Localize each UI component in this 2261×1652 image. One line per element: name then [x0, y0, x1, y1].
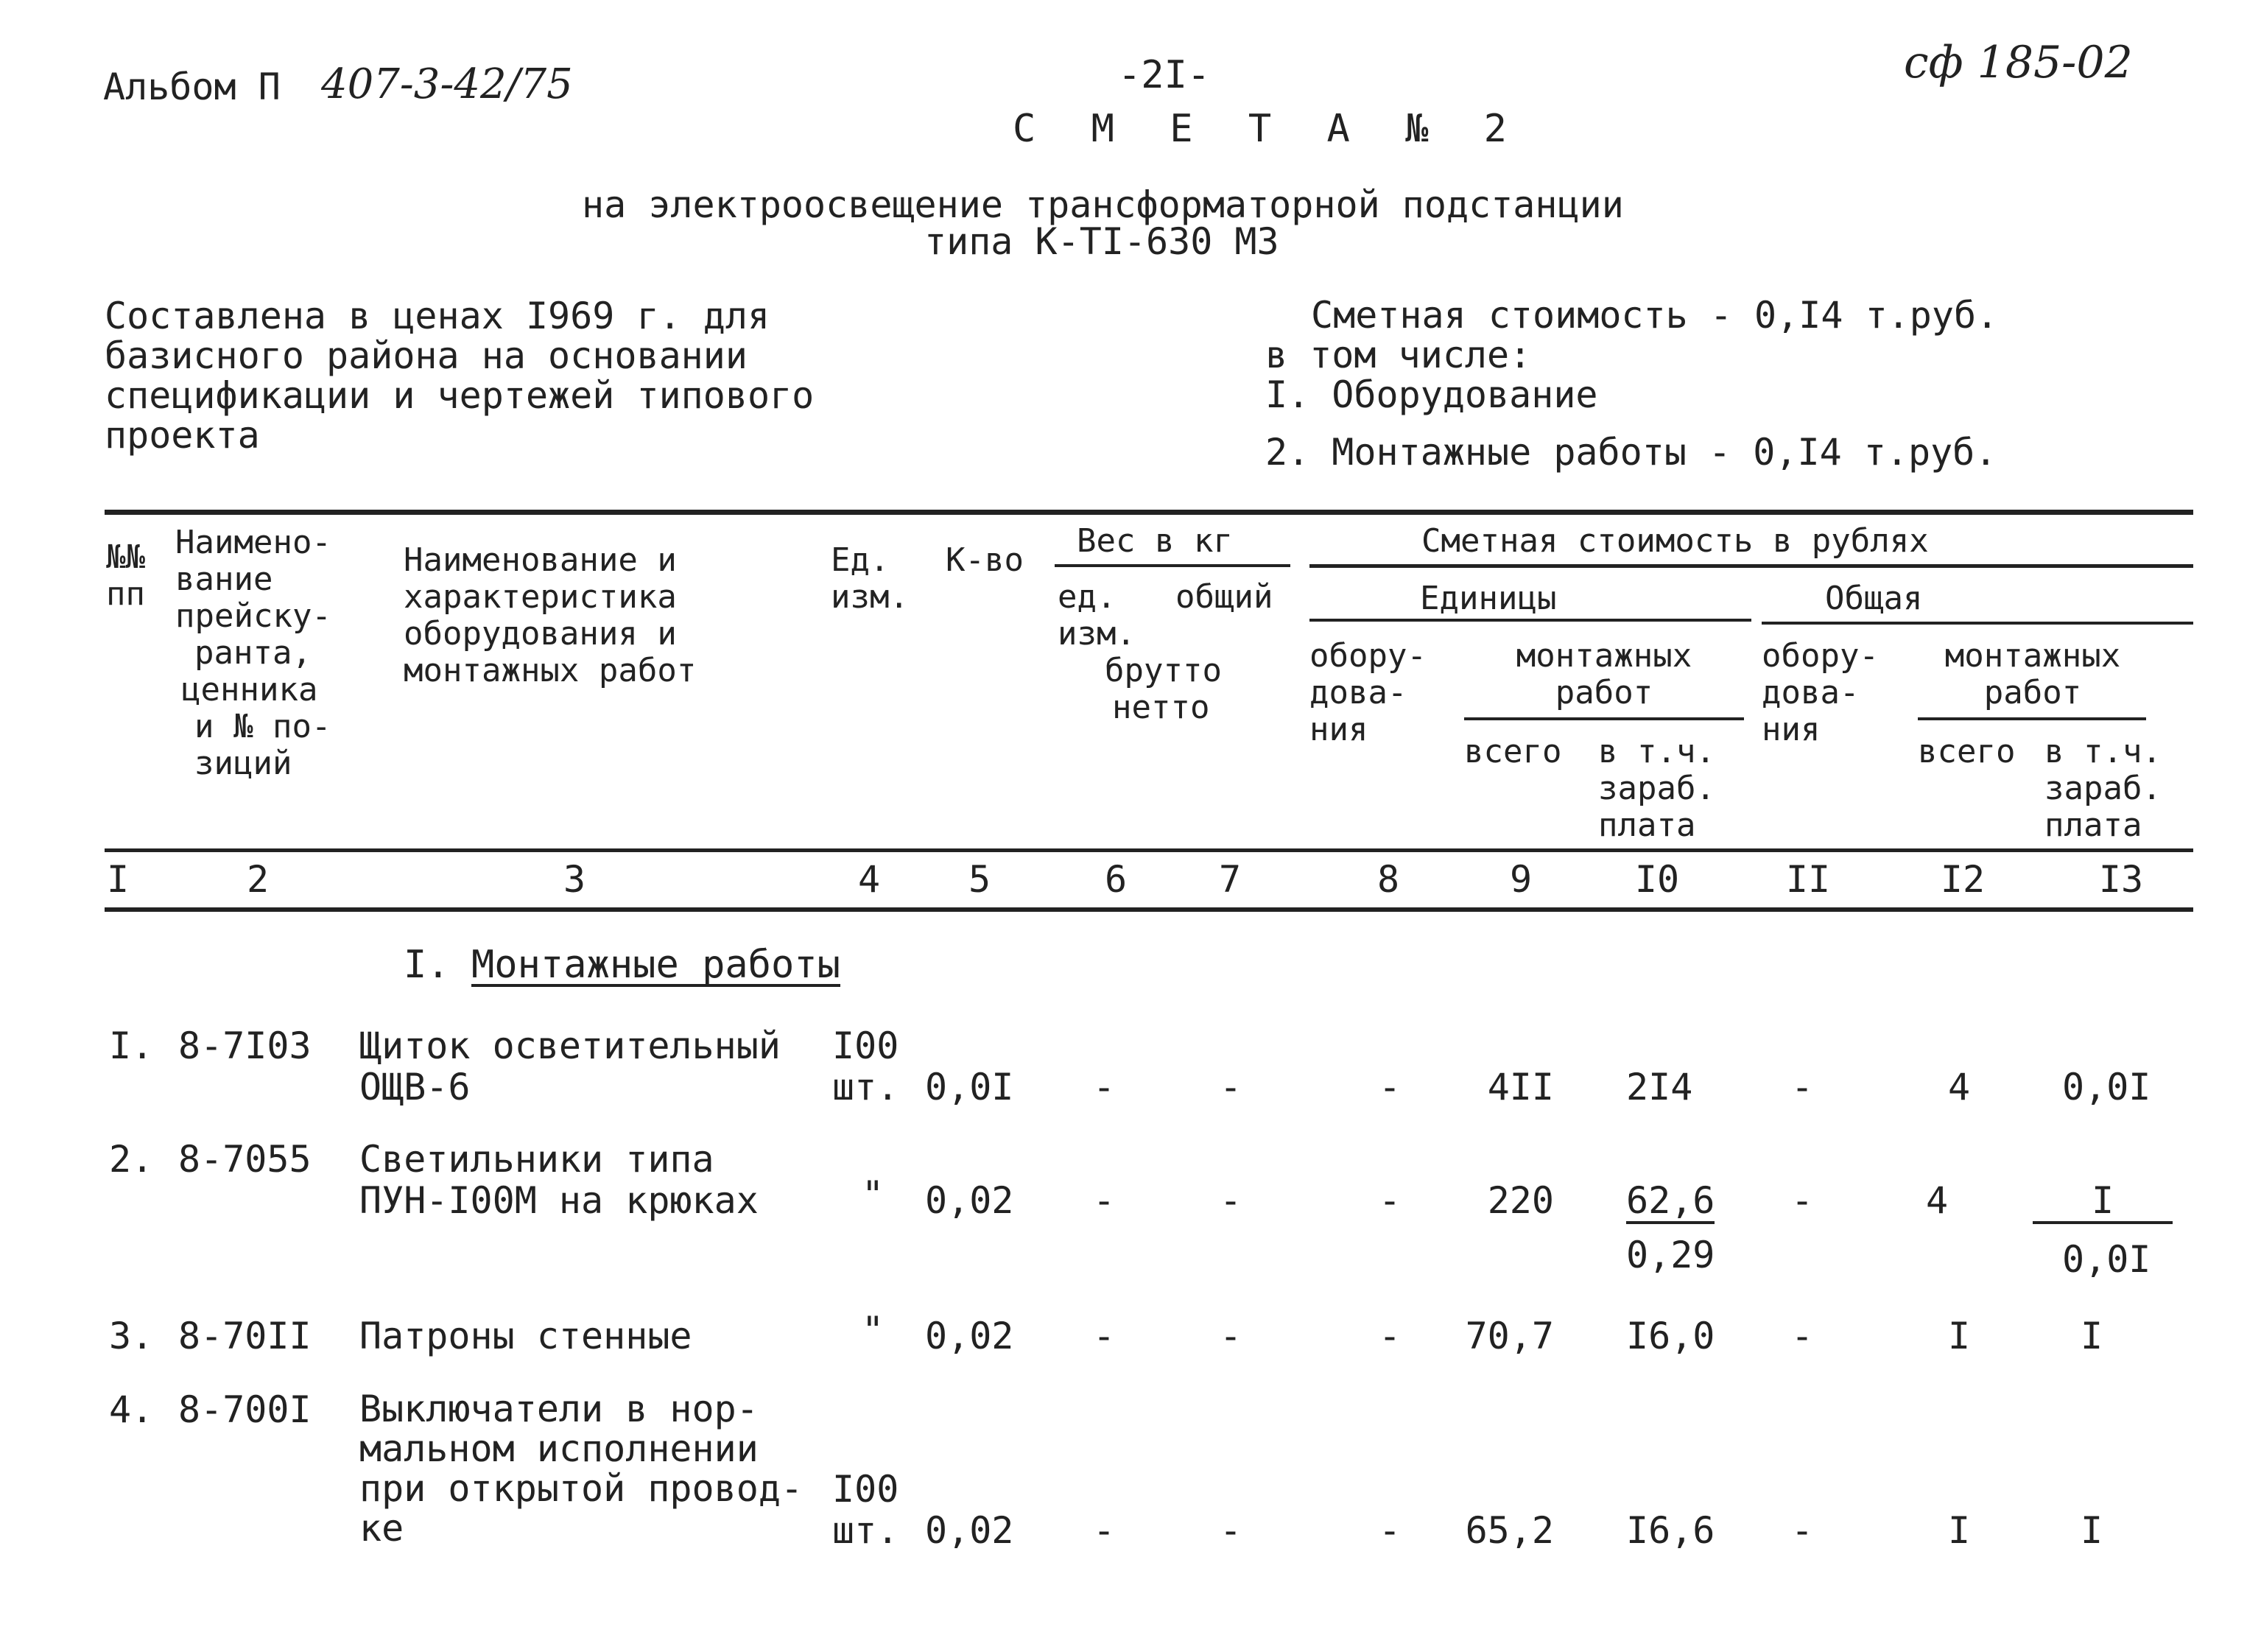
- row-unit: [832, 1025, 899, 1108]
- hdr-weight-group: Вес в кг: [1077, 522, 1233, 560]
- row-code: 8-7055: [178, 1138, 312, 1181]
- row-c11: -: [1791, 1509, 1814, 1552]
- row-name-line: при открытой провод-: [359, 1467, 804, 1510]
- hdr-price-ref: [175, 524, 331, 782]
- hdr-text: дова-: [1309, 674, 1407, 711]
- hdr-text: монтажных: [1944, 637, 2121, 675]
- hdr-total-wage: [2044, 734, 2162, 844]
- row-name-line: ОЩВ-6: [359, 1066, 471, 1108]
- hdr-text: характеристика: [404, 578, 677, 616]
- hdr-quantity: К-во: [946, 541, 1024, 579]
- col-number: 5: [968, 858, 991, 901]
- row-c6: -: [1093, 1315, 1116, 1357]
- hdr-text: плата: [1598, 806, 1696, 844]
- row-c13: 0,0I: [2062, 1066, 2151, 1108]
- row-c9: 65,2: [1465, 1509, 1554, 1552]
- row-unit-line: шт.: [832, 1509, 899, 1552]
- row-name: [359, 1139, 759, 1221]
- hdr-unit-all: всего: [1464, 733, 1562, 770]
- row-c6: -: [1093, 1179, 1116, 1222]
- hdr-text: прейску-: [175, 597, 331, 635]
- hdr-text: и № по-: [194, 708, 331, 745]
- row-name-line: ке: [359, 1507, 404, 1550]
- row-c10: 62,6: [1626, 1180, 1715, 1224]
- row-c13: I: [2033, 1180, 2173, 1224]
- hdr-text: Наимено-: [175, 524, 331, 561]
- hdr-total-equipment: [1762, 638, 1879, 748]
- hdr-col-number: [106, 539, 145, 613]
- estimate-total: Сметная стоимость - 0,I4 т.руб.: [1311, 294, 1999, 337]
- page-number: -2I-: [1118, 53, 1211, 97]
- total-group-rule: [1762, 622, 2193, 625]
- hdr-text: пп: [106, 575, 145, 613]
- cost-group-rule: [1309, 564, 2193, 568]
- row-name-line: Светильники типа: [359, 1138, 714, 1181]
- col-number: I3: [2098, 858, 2144, 901]
- row-c7: -: [1220, 1066, 1242, 1108]
- row-c9: 4II: [1487, 1066, 1554, 1108]
- col-number: I: [106, 858, 130, 901]
- hdr-text: монтажных работ: [404, 652, 697, 689]
- row-unit-line: I00: [832, 1024, 899, 1067]
- sheet-code: сф 185-02: [1904, 37, 2133, 88]
- col-number: 7: [1218, 858, 1242, 901]
- row-c12: 4: [1925, 1179, 1949, 1222]
- hdr-text: работ: [1983, 674, 2082, 711]
- col-number: 8: [1376, 858, 1400, 901]
- hdr-text: ед.: [1058, 578, 1117, 616]
- row-number: I.: [109, 1024, 154, 1067]
- estimate-equipment: I. Оборудование: [1265, 373, 1598, 416]
- hdr-total-mounting: [1922, 638, 2143, 711]
- total-mount-rule: [1918, 717, 2146, 720]
- row-qty: 0,0I: [925, 1066, 1014, 1108]
- hdr-text: нетто: [1112, 689, 1210, 726]
- hdr-text: изм.: [831, 578, 909, 616]
- row-unit: [832, 1469, 899, 1551]
- row-unit: ": [862, 1173, 885, 1216]
- hdr-text: плата: [2044, 806, 2142, 844]
- row-unit-line: шт.: [832, 1066, 899, 1108]
- hdr-unit: [831, 542, 909, 616]
- row-c13-sub: 0,0I: [2062, 1238, 2151, 1281]
- hdr-text: дова-: [1762, 674, 1860, 711]
- col-number: I0: [1634, 858, 1680, 901]
- row-c10: I6,6: [1626, 1509, 1715, 1552]
- hdr-text: зараб.: [1598, 770, 1715, 807]
- col-number: 4: [857, 858, 881, 901]
- col-number: II: [1785, 858, 1831, 901]
- hdr-text: в т.ч.: [1598, 733, 1715, 770]
- row-number: 4.: [109, 1388, 154, 1431]
- row-code: 8-7I03: [178, 1024, 312, 1067]
- row-qty: 0,02: [925, 1315, 1014, 1357]
- row-c7: -: [1220, 1509, 1242, 1552]
- album-code: 407-3-42/75: [321, 60, 573, 108]
- estimate-including: в том числе:: [1265, 334, 1532, 376]
- hdr-item-name: [404, 542, 696, 689]
- doc-subtitle-line2: типа К-ТI-630 МЗ: [924, 220, 1279, 263]
- row-unit-line: I00: [832, 1468, 899, 1511]
- row-c8: -: [1379, 1315, 1402, 1357]
- row-c13: I: [2080, 1315, 2103, 1357]
- row-code: 8-70II: [178, 1315, 312, 1357]
- hdr-total-group: Общая: [1825, 580, 1923, 617]
- row-qty: 0,02: [925, 1509, 1014, 1552]
- hdr-text: ния: [1309, 711, 1368, 748]
- hdr-total-all: всего: [1918, 733, 2016, 770]
- row-c12: 4: [1947, 1066, 1971, 1108]
- hdr-unit-group: Единицы: [1420, 580, 1557, 617]
- row-c12: I: [1947, 1509, 1971, 1552]
- row-c10-sub: 0,29: [1626, 1234, 1715, 1276]
- hdr-text: вание: [175, 560, 273, 598]
- hdr-text: брутто: [1105, 652, 1222, 689]
- hdr-text: Наименование и: [404, 541, 677, 579]
- row-number: 3.: [109, 1315, 154, 1357]
- hdr-unit-mounting: [1471, 638, 1737, 711]
- col-number: 3: [563, 858, 586, 901]
- row-c6: -: [1093, 1509, 1116, 1552]
- row-c8: -: [1379, 1509, 1402, 1552]
- row-c8: -: [1379, 1066, 1402, 1108]
- col-number: 6: [1104, 858, 1128, 901]
- hdr-text: зиций: [194, 745, 292, 782]
- col-number: 9: [1509, 858, 1533, 901]
- row-name-line: Выключатели в нор-: [359, 1388, 759, 1430]
- intro-left: [105, 296, 814, 455]
- row-qty: 0,02: [925, 1179, 1014, 1222]
- colnum-bottom-rule: [105, 907, 2193, 912]
- row-name: [359, 1389, 803, 1548]
- hdr-text: работ: [1555, 674, 1653, 711]
- row-c10: 2I4: [1626, 1066, 1693, 1108]
- hdr-weight-note: [1105, 653, 1222, 726]
- hdr-text: №№: [106, 538, 145, 576]
- col-number: 2: [246, 858, 270, 901]
- row-c6: -: [1093, 1066, 1116, 1108]
- hdr-weight-unit: [1058, 579, 1136, 653]
- row-c11: -: [1791, 1066, 1814, 1108]
- hdr-text: монтажных: [1516, 637, 1692, 675]
- hdr-text: зараб.: [2044, 770, 2162, 807]
- row-c10: I6,0: [1626, 1315, 1715, 1357]
- section-number: I.: [404, 943, 450, 987]
- row-number: 2.: [109, 1138, 154, 1181]
- album-label: Альбом П: [103, 66, 281, 108]
- section-title: Монтажные работы: [471, 943, 840, 987]
- hdr-weight-total: общий: [1175, 578, 1273, 616]
- hdr-text: обору-: [1309, 637, 1427, 675]
- row-c11: -: [1791, 1315, 1814, 1357]
- hdr-unit-equipment: [1309, 638, 1427, 748]
- row-c13: I: [2080, 1509, 2103, 1552]
- hdr-text: изм.: [1058, 615, 1136, 653]
- estimate-mounting: 2. Монтажные работы - 0,I4 т.руб.: [1265, 431, 1997, 474]
- hdr-unit-wage: [1598, 734, 1715, 844]
- intro-left-line: Составлена в ценах I969 г. для: [105, 295, 770, 337]
- row-c12: I: [1947, 1315, 1971, 1357]
- row-name: [359, 1025, 781, 1108]
- hdr-text: Ед.: [831, 541, 890, 579]
- doc-title: С М Е Т А № 2: [1013, 107, 1523, 151]
- weight-group-rule: [1055, 564, 1290, 567]
- hdr-text: ния: [1762, 711, 1821, 748]
- hdr-text: оборудования и: [404, 615, 677, 653]
- row-c9: 70,7: [1465, 1315, 1554, 1357]
- unit-group-rule: [1309, 619, 1751, 622]
- col-number: I2: [1940, 858, 1986, 901]
- hdr-text: ранта,: [194, 634, 312, 672]
- header-bottom-rule: [105, 848, 2193, 852]
- row-name: Патроны стенные: [359, 1315, 692, 1357]
- hdr-text: ценника: [181, 671, 318, 709]
- row-name-line: ПУН-I00М на крюках: [359, 1179, 759, 1222]
- row-c7: -: [1220, 1315, 1242, 1357]
- row-c11: -: [1791, 1179, 1814, 1222]
- row-unit: ": [862, 1309, 885, 1352]
- doc-subtitle-line1: на электроосвещение трансформаторной подстанции: [582, 183, 1624, 226]
- row-c9: 220: [1487, 1179, 1554, 1222]
- intro-left-line: спецификации и чертежей типового: [105, 374, 815, 417]
- intro-left-line: базисного района на основании: [105, 334, 748, 377]
- row-name-line: Щиток осветительный: [359, 1024, 781, 1067]
- row-code: 8-700I: [178, 1388, 312, 1431]
- row-name-line: мальном исполнении: [359, 1427, 759, 1470]
- hdr-cost-group: Сметная стоимость в рублях: [1421, 522, 1929, 560]
- row-c8: -: [1379, 1179, 1402, 1222]
- unit-mount-rule: [1464, 717, 1744, 720]
- row-c7: -: [1220, 1179, 1242, 1222]
- hdr-text: в т.ч.: [2044, 733, 2162, 770]
- table-top-rule: [105, 510, 2193, 515]
- hdr-text: обору-: [1762, 637, 1879, 675]
- intro-left-line: проекта: [105, 414, 260, 457]
